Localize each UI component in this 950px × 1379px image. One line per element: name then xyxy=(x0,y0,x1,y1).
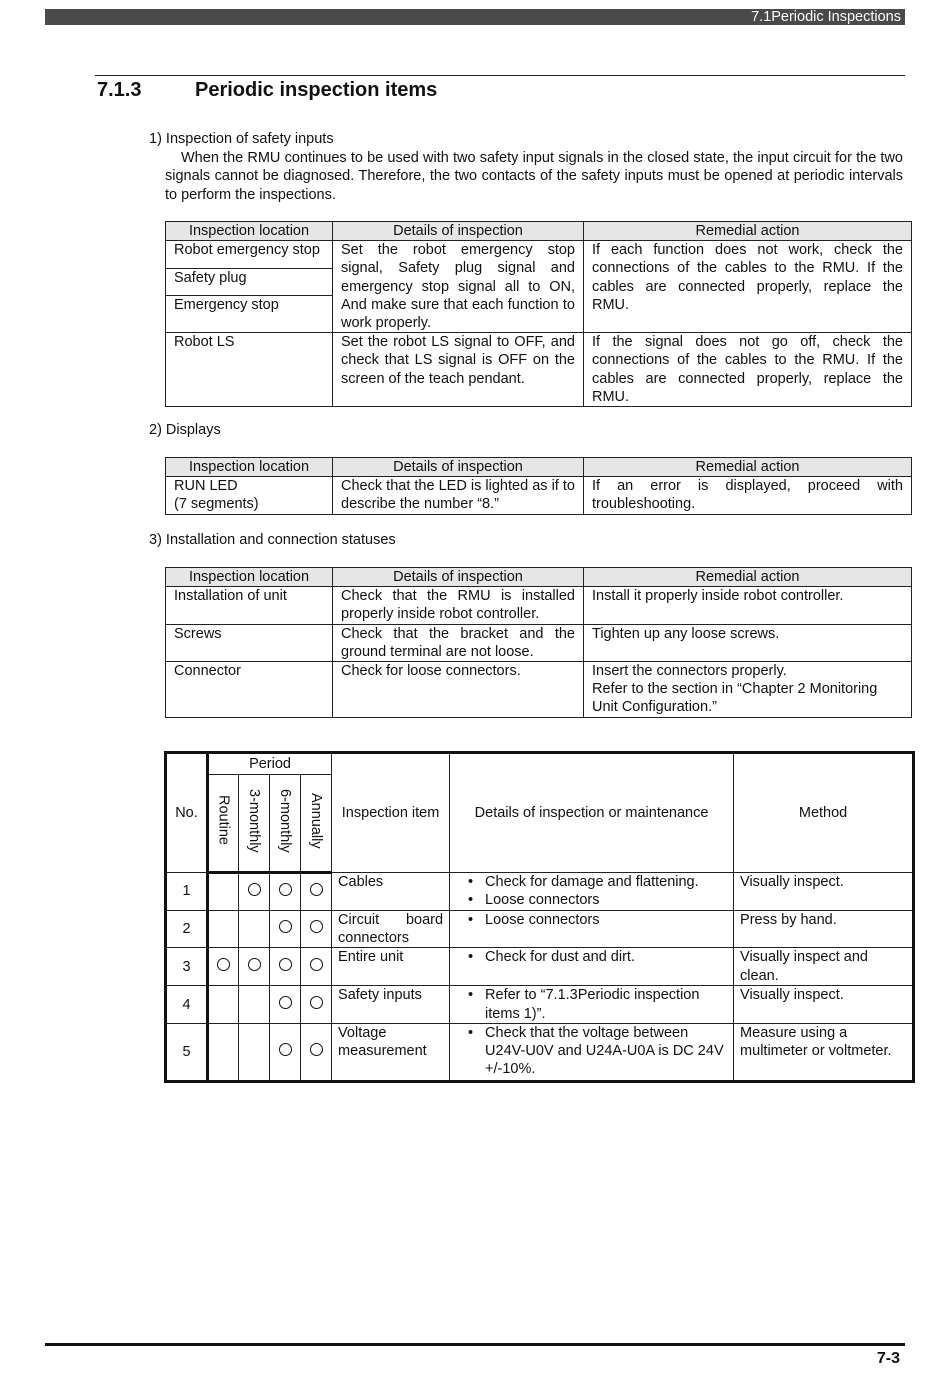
circle-mark-icon xyxy=(279,920,292,933)
subheading-displays: 2) Displays xyxy=(149,422,221,438)
periodic-table-body xyxy=(166,873,914,1082)
safety-inputs-table xyxy=(165,221,912,407)
column-header: Inspection location xyxy=(166,222,333,241)
period-mark-cell xyxy=(208,873,239,911)
inspection-item: Entire unit xyxy=(332,948,450,986)
table-cell: If an error is displayed, proceed with troubleshooting. xyxy=(584,477,912,514)
action-line: Insert the connectors properly. xyxy=(592,663,787,680)
details-header: Details of inspection or maintenance xyxy=(450,753,734,873)
inspection-details xyxy=(450,873,734,911)
period-label: Routine xyxy=(215,795,232,846)
table-row xyxy=(166,948,914,986)
period-mark-cell xyxy=(208,948,239,986)
period-mark-cell xyxy=(270,873,301,911)
period-mark-cell xyxy=(270,986,301,1023)
action-line: Refer to the section in “Chapter 2 Monitoring Unit Configuration.” xyxy=(592,681,878,716)
installation-table xyxy=(165,567,912,718)
column-header: Inspection location xyxy=(166,568,333,587)
period-label: Annually xyxy=(308,792,325,849)
running-title: 7.1Periodic Inspections xyxy=(751,9,901,25)
section-title: Periodic inspection items xyxy=(195,79,438,101)
table-row xyxy=(166,986,914,1023)
circle-mark-icon xyxy=(310,883,323,896)
details-list xyxy=(456,986,727,1022)
period-label: 6-monthly xyxy=(277,788,293,853)
inspection-item: Safety inputs xyxy=(332,986,450,1023)
list-item: • Check for damage and flattening. xyxy=(485,873,727,891)
location-line: (7 segments) xyxy=(174,496,259,513)
table-cell: Install it properly inside robot controller. xyxy=(584,587,912,624)
period-mark-cell xyxy=(239,873,270,911)
table-cell: Connector xyxy=(166,662,333,718)
row-number: 4 xyxy=(166,986,208,1023)
inspection-details xyxy=(450,911,734,948)
period-mark-cell xyxy=(301,986,332,1023)
subheading-installation: 3) Installation and connection statuses xyxy=(149,532,396,548)
table-row xyxy=(166,1023,914,1081)
period-3-monthly-header xyxy=(239,775,270,873)
row-number: 2 xyxy=(166,911,208,948)
details-list xyxy=(456,911,727,929)
period-mark-cell xyxy=(301,873,332,911)
period-mark-cell xyxy=(270,1023,301,1081)
circle-mark-icon xyxy=(217,958,230,971)
periodic-inspection-table xyxy=(164,751,915,1083)
table-cell: If the signal does not go off, check the connections of the cables to the RMU. If the cables are connected properly, replace the RMU. xyxy=(584,333,912,407)
circle-mark-icon xyxy=(279,883,292,896)
row-number: 5 xyxy=(166,1023,208,1081)
period-mark-cell xyxy=(208,986,239,1023)
inspection-method: Visually inspect and clean. xyxy=(734,948,914,986)
details-list xyxy=(456,873,727,909)
table-row xyxy=(166,662,912,718)
list-item: • Check for dust and dirt. xyxy=(485,948,727,966)
table-header-row xyxy=(166,222,912,241)
subheading-safety-inputs: 1) Inspection of safety inputs xyxy=(149,131,334,147)
details-list xyxy=(456,948,727,966)
row-number: 3 xyxy=(166,948,208,986)
table-row xyxy=(166,333,912,407)
table-header-row xyxy=(166,753,914,775)
circle-mark-icon xyxy=(279,958,292,971)
period-mark-cell xyxy=(208,911,239,948)
inspection-method: Visually inspect. xyxy=(734,873,914,911)
table-cell: Set the robot emergency stop signal, Safety plug signal and emergency stop signal all to ON, And make sure that each function to work properly. xyxy=(333,241,584,333)
table-row xyxy=(166,477,912,514)
period-mark-cell xyxy=(239,1023,270,1081)
inspection-item-header: Inspection item xyxy=(332,753,450,873)
section-number: 7.1.3 xyxy=(97,79,142,101)
period-mark-cell xyxy=(301,911,332,948)
circle-mark-icon xyxy=(279,996,292,1009)
list-item: • Loose connectors xyxy=(485,911,727,929)
table-cell: Safety plug xyxy=(166,268,333,296)
inspection-details xyxy=(450,986,734,1023)
list-item: • Refer to “7.1.3Periodic inspection items 1)”. xyxy=(485,986,727,1022)
column-header: Details of inspection xyxy=(333,568,584,587)
table-cell: Tighten up any loose screws. xyxy=(584,624,912,661)
period-mark-cell xyxy=(239,986,270,1023)
row-number: 1 xyxy=(166,873,208,911)
intro-paragraph: When the RMU continues to be used with two safety input signals in the closed state, the input circuit for the two signals cannot be diagnosed. Therefore, the two contacts of the safety inputs must be opened at periodic intervals to perform the inspections. xyxy=(165,150,903,203)
top-rule xyxy=(95,75,905,76)
table-cell: Robot LS xyxy=(166,333,333,407)
period-annually-header xyxy=(301,775,332,873)
column-header: Remedial action xyxy=(584,222,912,241)
table-header-row xyxy=(166,568,912,587)
inspection-item: Circuit board connectors xyxy=(332,911,450,948)
table-cell: Installation of unit xyxy=(166,587,333,624)
table-cell xyxy=(584,662,912,718)
column-header: Remedial action xyxy=(584,568,912,587)
circle-mark-icon xyxy=(310,996,323,1009)
period-mark-cell xyxy=(301,948,332,986)
table-cell: Emergency stop xyxy=(166,296,333,333)
period-routine-header xyxy=(208,775,239,873)
table-cell: Screws xyxy=(166,624,333,661)
period-mark-cell xyxy=(239,911,270,948)
location-line: RUN LED xyxy=(174,478,238,495)
table-header-row xyxy=(166,458,912,477)
details-list xyxy=(456,1024,727,1079)
circle-mark-icon xyxy=(310,958,323,971)
table-row xyxy=(166,873,914,911)
period-mark-cell xyxy=(239,948,270,986)
table-cell: Check for loose connectors. xyxy=(333,662,584,718)
page-number: 7-3 xyxy=(876,1350,900,1367)
inspection-item: Cables xyxy=(332,873,450,911)
period-header: Period xyxy=(208,753,332,775)
column-header: Inspection location xyxy=(166,458,333,477)
inspection-details xyxy=(450,948,734,986)
column-header: Remedial action xyxy=(584,458,912,477)
inspection-item: Voltage measurement xyxy=(332,1023,450,1081)
table-row xyxy=(166,911,914,948)
table-row xyxy=(166,587,912,624)
column-header: Details of inspection xyxy=(333,458,584,477)
no-header: No. xyxy=(166,753,208,873)
column-header: Details of inspection xyxy=(333,222,584,241)
table-cell: If each function does not work, check the connections of the cables to the RMU. If the cables are connected properly, replace the RMU. xyxy=(584,241,912,333)
period-6-monthly-header xyxy=(270,775,301,873)
period-mark-cell xyxy=(301,1023,332,1081)
table-cell: Check that the bracket and the ground terminal are not loose. xyxy=(333,624,584,661)
period-mark-cell xyxy=(270,911,301,948)
table-cell xyxy=(166,477,333,514)
circle-mark-icon xyxy=(279,1043,292,1056)
table-cell: Set the robot LS signal to OFF, and check that LS signal is OFF on the screen of the teach pendant. xyxy=(333,333,584,407)
circle-mark-icon xyxy=(248,958,261,971)
table-cell: Robot emergency stop xyxy=(166,241,333,269)
table-row xyxy=(166,624,912,661)
table-cell: Check that the RMU is installed properly inside robot controller. xyxy=(333,587,584,624)
circle-mark-icon xyxy=(310,1043,323,1056)
bottom-rule xyxy=(45,1343,905,1346)
list-item: • Check that the voltage between U24V-U0V and U24A-U0A is DC 24V +/-10%. xyxy=(485,1024,727,1079)
method-header: Method xyxy=(734,753,914,873)
period-label: 3-monthly xyxy=(246,788,262,853)
circle-mark-icon xyxy=(248,883,261,896)
inspection-method: Measure using a multimeter or voltmeter. xyxy=(734,1023,914,1081)
period-mark-cell xyxy=(208,1023,239,1081)
inspection-method: Visually inspect. xyxy=(734,986,914,1023)
inspection-method: Press by hand. xyxy=(734,911,914,948)
displays-table xyxy=(165,457,912,515)
table-row xyxy=(166,241,912,269)
circle-mark-icon xyxy=(310,920,323,933)
period-mark-cell xyxy=(270,948,301,986)
list-item: • Loose connectors xyxy=(485,891,727,909)
table-cell: Check that the LED is lighted as if to describe the number “8.” xyxy=(333,477,584,514)
inspection-details xyxy=(450,1023,734,1081)
